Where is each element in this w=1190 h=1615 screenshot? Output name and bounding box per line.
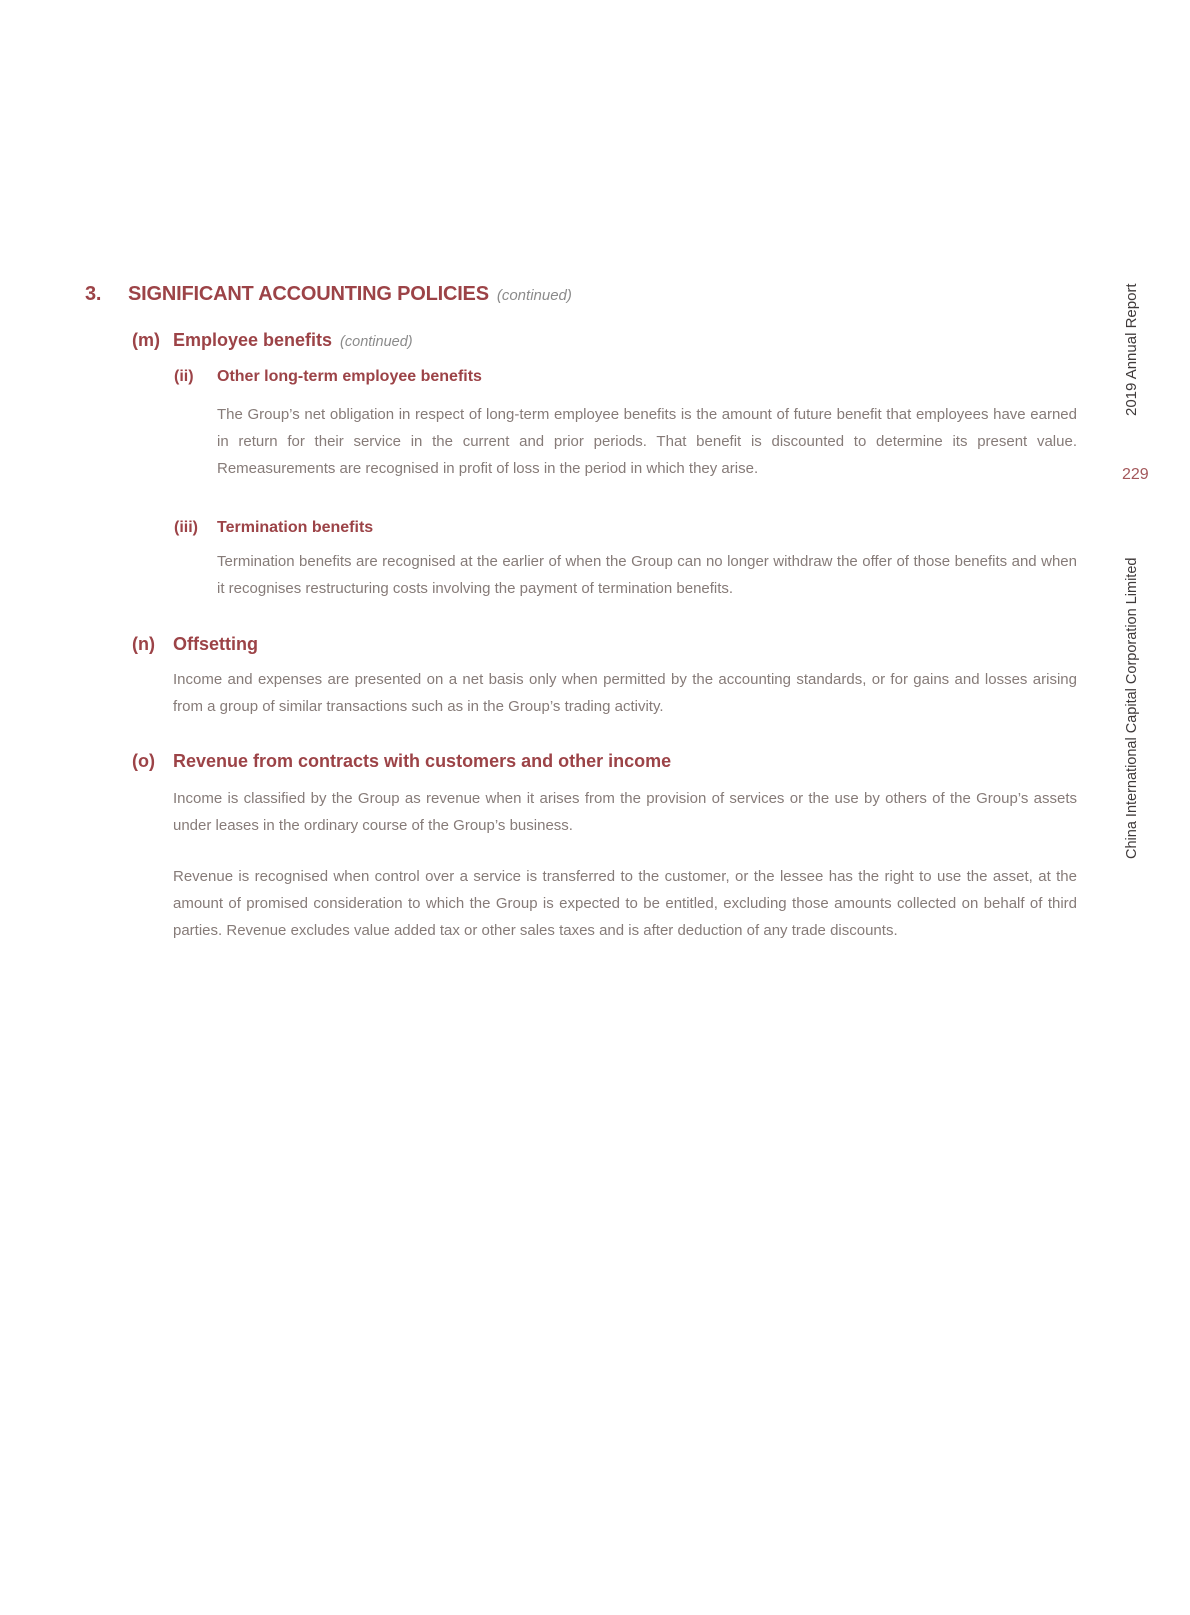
- sidebar-company-name: China International Capital Corporation Limited: [1124, 557, 1140, 859]
- body-paragraph: Revenue is recognised when control over a service is transferred to the customer, or the lessee has the right to use the asset, at the amount of promised consideration to which the Group is expected to be entitled, excluding those amounts collected on behalf of third parties. Revenue excludes value added tax or other sales taxes and is after deduction of any trade discounts.: [173, 868, 1077, 939]
- clause-iii-heading: [174, 516, 1100, 540]
- body-paragraph: Termination benefits are recognised at the earlier of when the Group can no longer withdraw the offer of those benefits and when it recognises restructuring costs involving the payment of termination benefits.: [217, 553, 1077, 597]
- clause-iii-title: Termination benefits: [217, 519, 374, 536]
- subsection-m-heading-text: [173, 327, 413, 355]
- subsection-m-heading: [132, 327, 1100, 355]
- body-paragraph: Income is classified by the Group as revenue when it arises from the provision of services or the use by others of the Group’s assets under leases in the ordinary course of the Group’s business.: [173, 790, 1077, 834]
- subsection-n-label: (n): [132, 634, 155, 654]
- subsection-o-label: (o): [132, 751, 155, 771]
- page-content: [0, 281, 1100, 944]
- sidebar-report-title: 2019 Annual Report: [1123, 283, 1140, 416]
- clause-ii-label: (ii): [174, 368, 194, 385]
- section-continued-note: (continued): [496, 287, 572, 304]
- subsection-m-label: (m): [132, 330, 160, 350]
- section-heading: [85, 281, 1100, 309]
- clause-ii-heading: [174, 365, 1100, 389]
- subsection-o-title: Revenue from contracts with customers and other income: [173, 751, 672, 771]
- page-number: 229: [1122, 466, 1149, 483]
- subsection-o-heading: [132, 748, 1100, 774]
- clause-ii-title: Other long-term employee benefits: [217, 368, 482, 385]
- clause-iii-label: (iii): [174, 519, 198, 536]
- section-number: 3.: [85, 283, 102, 305]
- section-title: SIGNIFICANT ACCOUNTING POLICIES: [128, 283, 489, 305]
- body-paragraph: Income and expenses are presented on a net basis only when permitted by the accounting standards, or for gains and losses arising from a group of similar transactions such as in the Group’s trading activity.: [173, 671, 1077, 715]
- section-heading-text: [128, 281, 572, 309]
- subsection-m-continued-note: (continued): [340, 334, 413, 350]
- subsection-n-title: Offsetting: [173, 634, 258, 654]
- subsection-m-title: Employee benefits: [173, 330, 333, 350]
- subsection-n-heading: [132, 631, 1100, 657]
- body-paragraph: The Group’s net obligation in respect of long-term employee benefits is the amount of future benefit that employees have earned in return for their service in the current and prior periods. That benefit is discounted to determine its present value. Remeasurements are recognised in profit of loss in the period in which they arise.: [217, 406, 1077, 477]
